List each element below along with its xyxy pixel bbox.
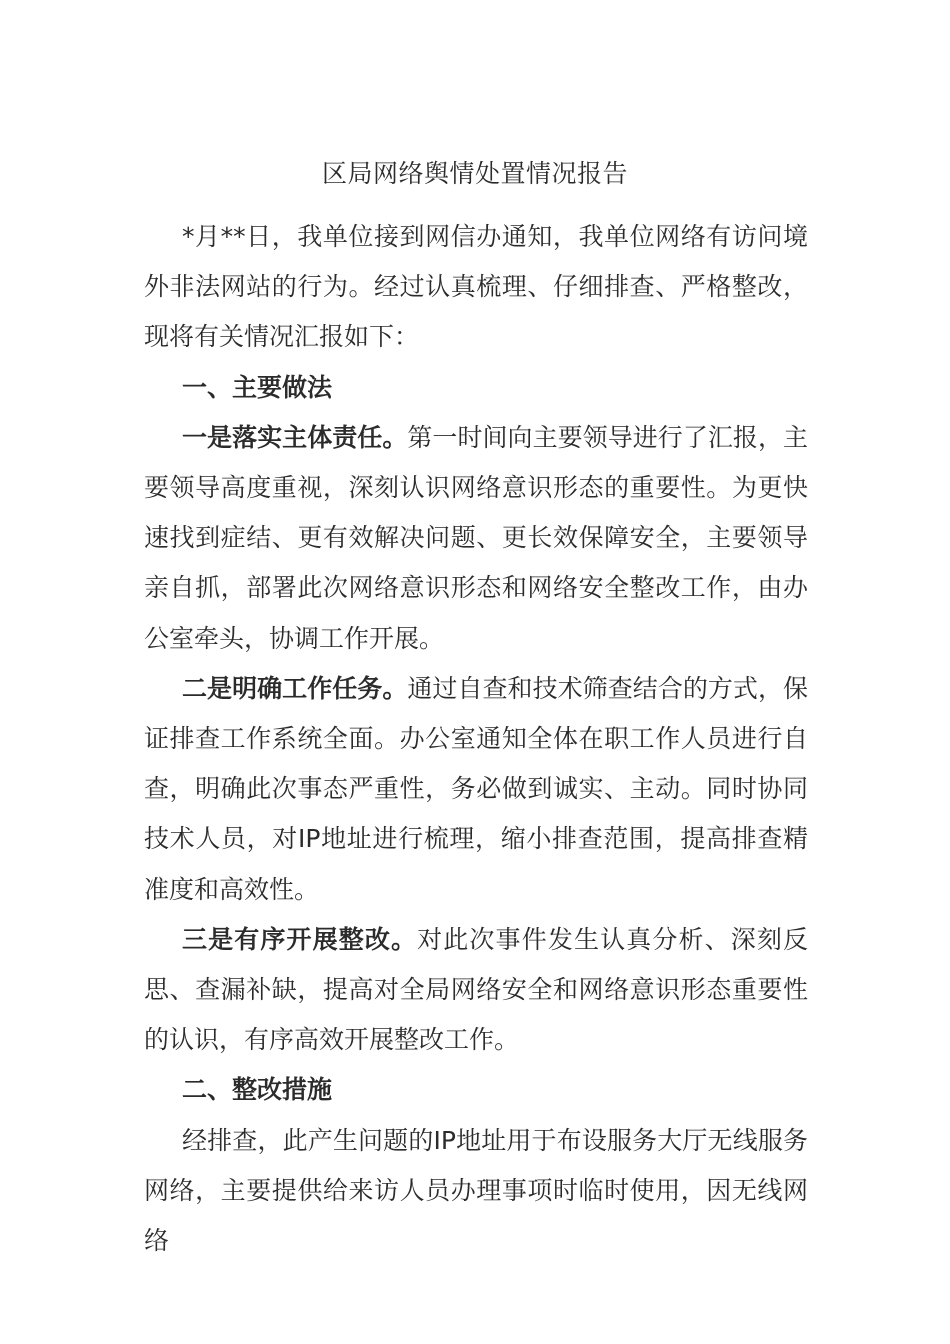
practice-item-2-lead: 二是明确工作任务。 bbox=[182, 673, 408, 703]
practice-item-2-text: 通过自查和技术筛查结合的方式，保证排查工作系统全面。办公室通知全体在职工作人员进行自查，明确此次事态严重性，务必做到诚实、主动。同时协同技术人员，对IP地址进行梳理，缩小排查范围，提高排查精准度和高效性。 bbox=[144, 673, 808, 904]
practice-item-3 bbox=[144, 915, 808, 1066]
document-body bbox=[144, 212, 808, 1266]
document-title: 区局网络舆情处置情况报告 bbox=[321, 159, 628, 188]
practice-item-3-text: 对此次事件发生认真分析、深刻反思、查漏补缺，提高对全局网络安全和网络意识形态重要性的认识，有序高效开展整改工作。 bbox=[144, 924, 808, 1055]
practice-item-2 bbox=[144, 664, 808, 915]
intro-paragraph: *月**日，我单位接到网信办通知，我单位网络有访问境外非法网站的行为。经过认真梳理、仔细排查、严格整改，现将有关情况汇报如下： bbox=[144, 222, 808, 352]
section-heading-main-practices: 一、主要做法 bbox=[182, 372, 333, 402]
practice-item-1-lead: 一是落实主体责任。 bbox=[182, 422, 408, 452]
section-heading-rectification: 二、整改措施 bbox=[182, 1075, 333, 1105]
practice-item-3-lead: 三是有序开展整改。 bbox=[182, 924, 418, 954]
practice-item-1-text: 第一时间向主要领导进行了汇报，主要领导高度重视，深刻认识网络意识形态的重要性。为更快速找到症结、更有效解决问题、更长效保障安全，主要领导亲自抓，部署此次网络意识形态和网络安全整改工作，由办公室牵头，协调工作开展。 bbox=[144, 422, 808, 653]
practice-item-1 bbox=[144, 413, 808, 664]
rectification-paragraph: 经排查，此产生问题的IP地址用于布设服务大厅无线服务网络，主要提供给来访人员办理事项时临时使用，因无线网络 bbox=[144, 1125, 808, 1256]
